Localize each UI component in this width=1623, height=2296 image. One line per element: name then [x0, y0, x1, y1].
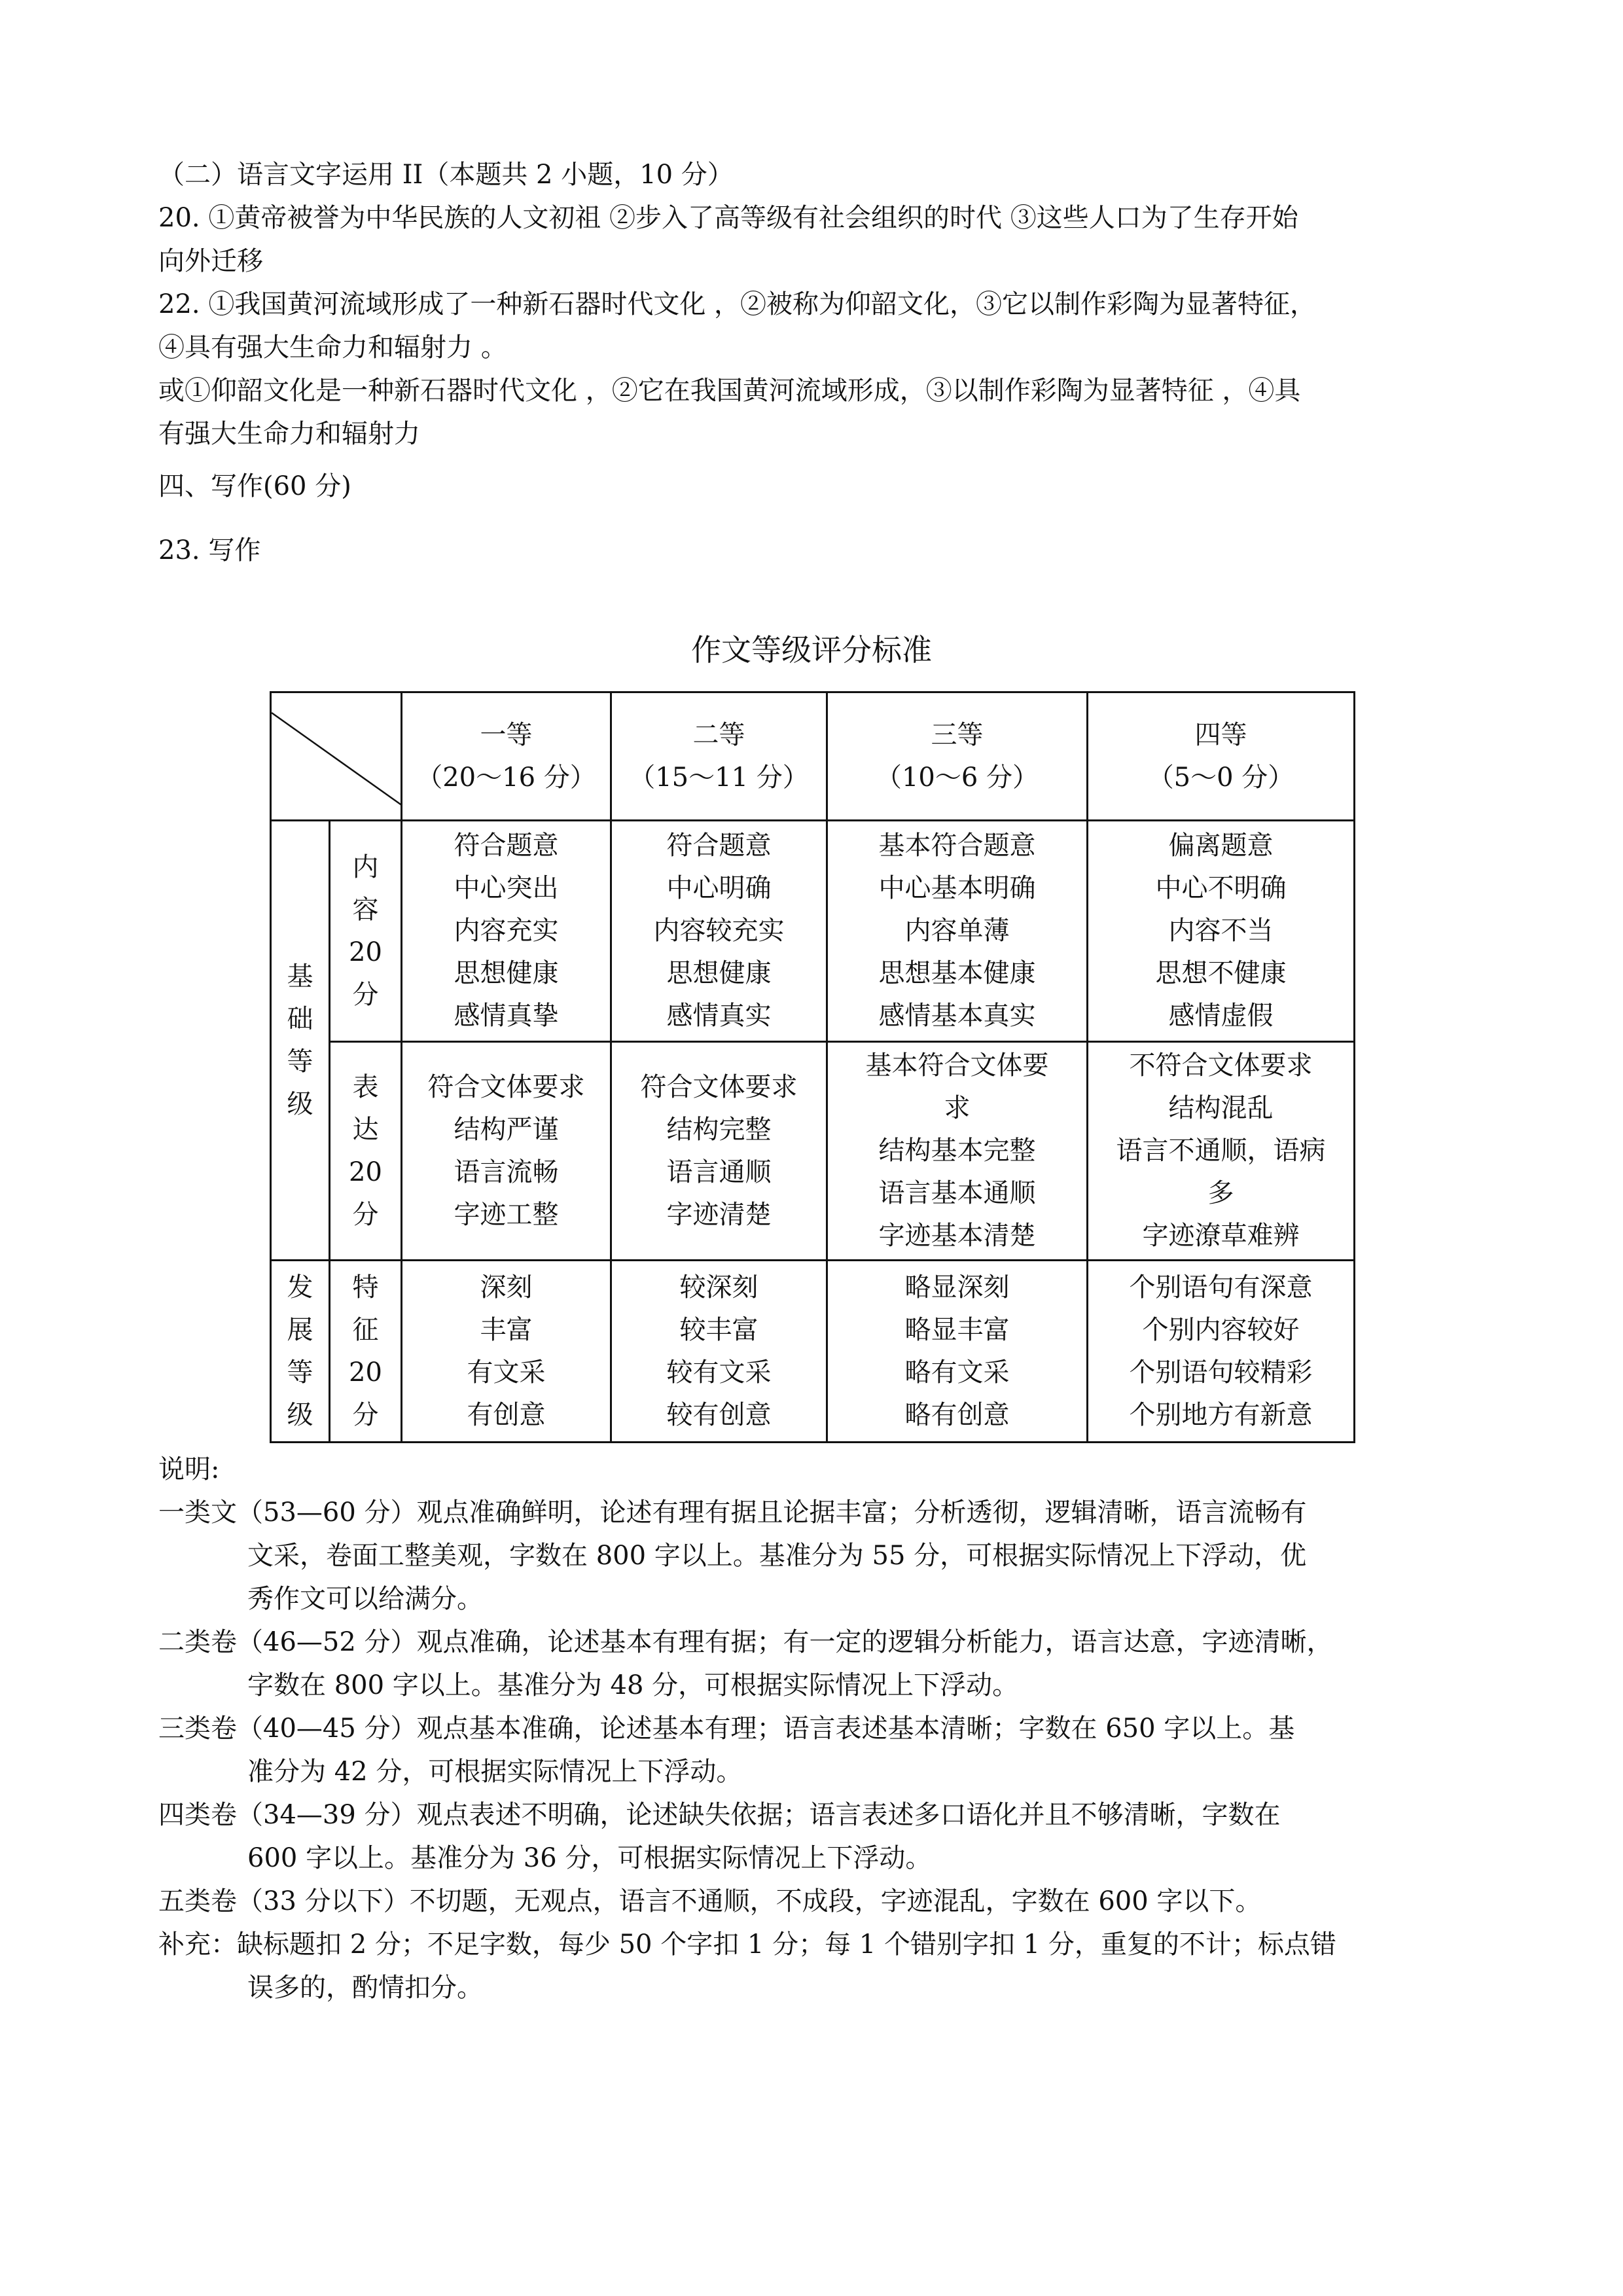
content-cell-grade-2 [611, 821, 827, 1042]
criterion-text: 较有文采 [666, 1357, 772, 1388]
header-grade-1-range: （20～16 分） [416, 762, 596, 793]
expression-label-char: 20 [349, 1157, 382, 1187]
criterion-text: 字迹工整 [454, 1199, 559, 1230]
criterion-text: 个别内容较好 [1142, 1314, 1300, 1345]
criterion-text: 中心不明确 [1155, 873, 1287, 903]
supplement-line1: 补充：缺标题扣 2 分；不足字数，每少 50 个字扣 1 分；每 1 个错别字扣 1 分，重复的不计；标点错 [158, 1929, 1336, 1960]
content-row [271, 821, 1355, 1042]
diagonal-line [272, 693, 402, 821]
criterion-text: 思想不健康 [1155, 958, 1287, 988]
category4-line2: 600 字以上。基准分为 36 分，可根据实际情况上下浮动。 [247, 1843, 932, 1873]
criterion-text: 符合题意 [666, 831, 772, 861]
feature-label [330, 1261, 402, 1443]
feature-label-char: 征 [352, 1314, 379, 1345]
category1-line2: 文采，卷面工整美观，字数在 800 字以上。基准分为 55 分，可根据实际情况上下浮动，优 [247, 1541, 1307, 1571]
content-label-char: 内 [352, 852, 379, 882]
criterion-text: 结构基本完整 [878, 1136, 1036, 1166]
feature-cell-grade-2 [611, 1261, 827, 1443]
criterion-text: 内容充实 [454, 916, 559, 946]
content-cell-grade-3 [827, 821, 1088, 1042]
category3-line1: 三类卷（40—45 分）观点基本准确，论述基本有理；语言表述基本清晰；字数在 650 字以上。基 [158, 1713, 1295, 1744]
criterion-text: 语言基本通顺 [878, 1178, 1036, 1208]
expression-label-char: 表 [352, 1071, 379, 1102]
header-grade-1 [402, 692, 611, 821]
header-grade-3-range: （10～6 分） [875, 762, 1039, 793]
criterion-text: 较有创意 [666, 1399, 772, 1430]
criterion-text: 内容不当 [1168, 916, 1274, 946]
section2-heading: （二）语言文字运用 II（本题共 2 小题，10 分） [158, 160, 734, 190]
criterion-text: 深刻 [480, 1272, 533, 1302]
header-grade-4-range: （5～0 分） [1147, 762, 1294, 793]
expression-label-char: 分 [352, 1199, 379, 1230]
criterion-text: 有文采 [467, 1357, 546, 1388]
header-grade-3-name: 三等 [931, 719, 984, 750]
criterion-text: 个别语句有深意 [1129, 1272, 1313, 1302]
criterion-text: 略显丰富 [904, 1314, 1010, 1345]
content-label-char: 20 [349, 937, 382, 967]
criterion-text: 个别地方有新意 [1129, 1399, 1313, 1430]
criterion-text: 略有文采 [904, 1357, 1010, 1388]
criterion-text: 感情真实 [666, 1001, 772, 1031]
criterion-text: 感情基本真实 [878, 1001, 1036, 1031]
criterion-text: 不符合文体要求 [1129, 1050, 1313, 1081]
criterion-text: 内容较充实 [653, 916, 785, 946]
criterion-text: 基本符合题意 [878, 831, 1036, 861]
criterion-text: 符合文体要求 [640, 1071, 798, 1102]
criterion-text: 符合题意 [454, 831, 559, 861]
expression-cell-grade-3 [827, 1042, 1088, 1261]
criterion-text: 思想健康 [454, 958, 559, 988]
content-label [330, 821, 402, 1042]
criterion-text: 感情虚假 [1168, 1001, 1274, 1031]
criterion-text: 有创意 [467, 1399, 546, 1430]
q22-alt-answer-line1: 或①仰韶文化是一种新石器时代文化 ，②它在我国黄河流域形成，③以制作彩陶为显著特征 ，④具 [158, 376, 1301, 406]
q22-alt-answer-line2: 有强大生命力和辐射力 [158, 419, 420, 449]
q22-answer-line1: 22. ①我国黄河流域形成了一种新石器时代文化 ，②被称为仰韶文化，③它以制作彩陶为显著特征， [158, 289, 1317, 319]
q20-answer-line1: 20. ①黄帝被誉为中华民族的人文初祖 ②步入了高等级有社会组织的时代 ③这些人口为了生存开始 [158, 203, 1298, 233]
criterion-text: 符合文体要求 [427, 1071, 585, 1102]
q20-answer-line2: 向外迁移 [158, 246, 263, 276]
category2-line2: 字数在 800 字以上。基准分为 48 分，可根据实际情况上下浮动。 [247, 1670, 1019, 1700]
q22-answer-line2: ④具有强大生命力和辐射力 。 [158, 332, 507, 363]
feature-row [271, 1261, 1355, 1443]
criterion-text: 中心突出 [454, 873, 559, 903]
basic-level-char: 等 [287, 1046, 313, 1077]
criterion-text: 感情真挚 [454, 1001, 559, 1031]
develop-level-char: 级 [287, 1399, 313, 1430]
criterion-text: 略显深刻 [904, 1272, 1010, 1302]
criterion-text: 丰富 [480, 1314, 533, 1345]
criterion-text: 结构混乱 [1168, 1093, 1274, 1123]
table-title: 作文等级评分标准 [691, 632, 932, 668]
criterion-text: 多 [1207, 1178, 1234, 1208]
criterion-text: 结构完整 [666, 1114, 772, 1145]
category4-line1: 四类卷（34—39 分）观点表述不明确，论述缺失依据；语言表述多口语化并且不够清晰，字数在 [158, 1800, 1281, 1830]
expression-cell-grade-4 [1088, 1042, 1355, 1261]
criterion-text: 较丰富 [679, 1314, 758, 1345]
criterion-text: 思想基本健康 [878, 958, 1036, 988]
feature-label-char: 20 [349, 1357, 382, 1388]
feature-label-char: 特 [352, 1272, 379, 1302]
supplement-line2: 误多的，酌情扣分。 [247, 1973, 483, 2003]
criterion-text: 个别语句较精彩 [1129, 1357, 1313, 1388]
criterion-text: 偏离题意 [1168, 831, 1274, 861]
basic-level-char: 基 [287, 961, 313, 992]
content-label-char: 分 [352, 979, 379, 1010]
expression-cell-grade-2 [611, 1042, 827, 1261]
table-header-row [271, 692, 1355, 821]
grading-table [270, 691, 1355, 1443]
header-grade-4-name: 四等 [1194, 719, 1247, 750]
header-grade-3 [827, 692, 1088, 821]
basic-level-char: 级 [287, 1088, 313, 1119]
criterion-text: 字迹清楚 [666, 1199, 772, 1230]
develop-level-char: 展 [287, 1314, 313, 1345]
criterion-text: 基本符合文体要 [865, 1050, 1049, 1081]
develop-level-char: 等 [287, 1357, 313, 1388]
header-grade-2-name: 二等 [692, 719, 745, 750]
diagonal-corner-cell [271, 692, 402, 821]
criterion-text: 略有创意 [904, 1399, 1010, 1430]
category1-line1: 一类文（53—60 分）观点准确鲜明，论述有理有据且论据丰富；分析透彻，逻辑清晰，语言流畅有 [158, 1498, 1307, 1528]
notes-label: 说明: [158, 1454, 220, 1484]
header-grade-4 [1088, 692, 1355, 821]
criterion-text: 内容单薄 [904, 916, 1010, 946]
expression-label [330, 1042, 402, 1261]
feature-label-char: 分 [352, 1399, 379, 1430]
category5-line1: 五类卷（33 分以下）不切题，无观点，语言不通顺，不成段，字迹混乱，字数在 600 字以下。 [158, 1886, 1262, 1916]
header-grade-1-name: 一等 [480, 719, 533, 750]
content-label-char: 容 [352, 894, 379, 925]
feature-cell-grade-1 [402, 1261, 611, 1443]
category3-line2: 准分为 42 分，可根据实际情况上下浮动。 [247, 1757, 743, 1787]
criterion-text: 语言通顺 [666, 1157, 772, 1187]
basic-level-char: 础 [287, 1003, 313, 1034]
category2-line1: 二类卷（46—52 分）观点准确，论述基本有理有据；有一定的逻辑分析能力，语言达意，字迹清晰， [158, 1627, 1333, 1657]
header-grade-2 [611, 692, 827, 821]
section4-heading: 四、写作(60 分) [158, 471, 351, 501]
category1-line3: 秀作文可以给满分。 [247, 1584, 483, 1614]
develop-level-char: 发 [287, 1272, 313, 1302]
basic-level-label [271, 821, 330, 1261]
criterion-text: 语言不通顺，语病 [1116, 1136, 1326, 1166]
criterion-text: 求 [944, 1093, 971, 1123]
criterion-text: 思想健康 [666, 958, 772, 988]
q23-heading: 23. 写作 [158, 535, 261, 565]
criterion-text: 语言流畅 [454, 1157, 559, 1187]
header-grade-2-range: （15～11 分） [629, 762, 809, 793]
expression-cell-grade-1 [402, 1042, 611, 1261]
criterion-text: 较深刻 [679, 1272, 758, 1302]
criterion-text: 结构严谨 [454, 1114, 559, 1145]
feature-cell-grade-4 [1088, 1261, 1355, 1443]
criterion-text: 字迹潦草难辨 [1142, 1221, 1300, 1251]
criterion-text: 中心基本明确 [878, 873, 1036, 903]
feature-cell-grade-3 [827, 1261, 1088, 1443]
criterion-text: 字迹基本清楚 [878, 1221, 1036, 1251]
expression-label-char: 达 [352, 1114, 379, 1145]
expression-row [271, 1042, 1355, 1261]
content-cell-grade-4 [1088, 821, 1355, 1042]
content-cell-grade-1 [402, 821, 611, 1042]
criterion-text: 中心明确 [666, 873, 772, 903]
develop-level-label [271, 1261, 330, 1443]
